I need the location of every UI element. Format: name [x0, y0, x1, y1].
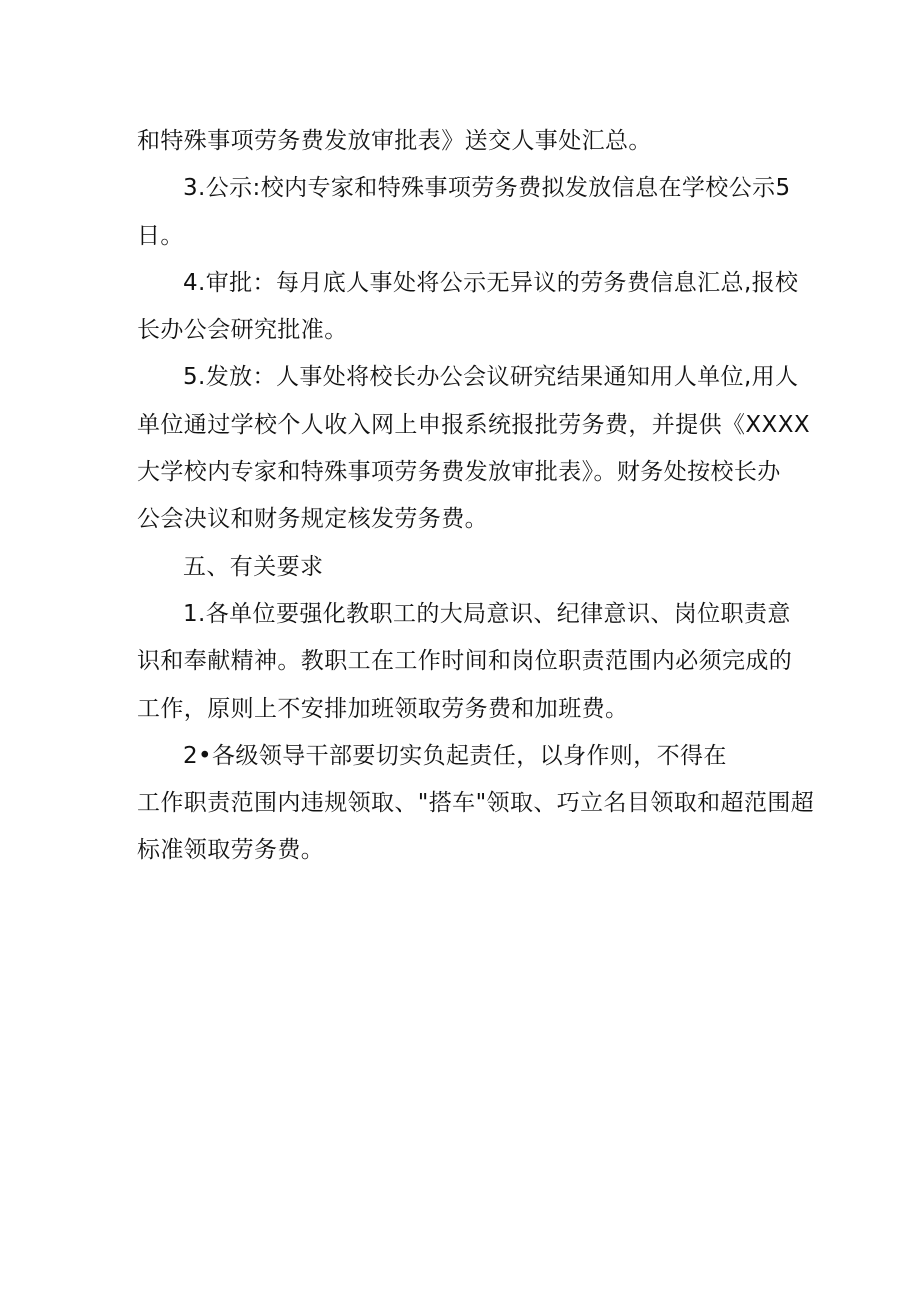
document-body: [137, 118, 815, 875]
text-line: 长办公会研究批准。: [137, 317, 348, 344]
text-line: 5.发放：人事处将校长办公会议研究结果通知用人单位,用人: [183, 364, 799, 391]
text-line: 1.各单位要强化教职工的大局意识、纪律意识、岗位职责意: [183, 600, 791, 627]
text-line: 工作，原则上不安排加班领取劳务费和加班费。: [137, 695, 629, 722]
text-line: 标准领取劳务费。: [137, 837, 325, 864]
section-heading: 五、有关要求: [183, 553, 324, 580]
text-line: 工作职责范围内违规领取、"搭车"领取、巧立名目领取和超范围超: [137, 790, 815, 817]
text-line: 2•各级领导干部要切实负起责任，以身作则，不得在: [183, 742, 727, 769]
text-line: 识和奉献精神。教职工在工作时间和岗位职责范围内必须完成的: [137, 648, 793, 675]
text-line: 3.公示:校内专家和特殊事项劳务费拟发放信息在学校公示5: [183, 175, 791, 202]
text-line: 公会决议和财务规定核发劳务费。: [137, 506, 488, 533]
text-line: 单位通过学校个人收入网上申报系统报批劳务费，并提供《XXXX: [137, 411, 811, 438]
text-line: 大学校内专家和特殊事项劳务费发放审批表》。财务处按校长办: [137, 459, 781, 486]
text-line: 日。: [137, 222, 184, 249]
text-line: 4.审批：每月底人事处将公示无异议的劳务费信息汇总,报校: [183, 269, 799, 296]
text-line: 和特殊事项劳务费发放审批表》送交人事处汇总。: [137, 128, 652, 154]
